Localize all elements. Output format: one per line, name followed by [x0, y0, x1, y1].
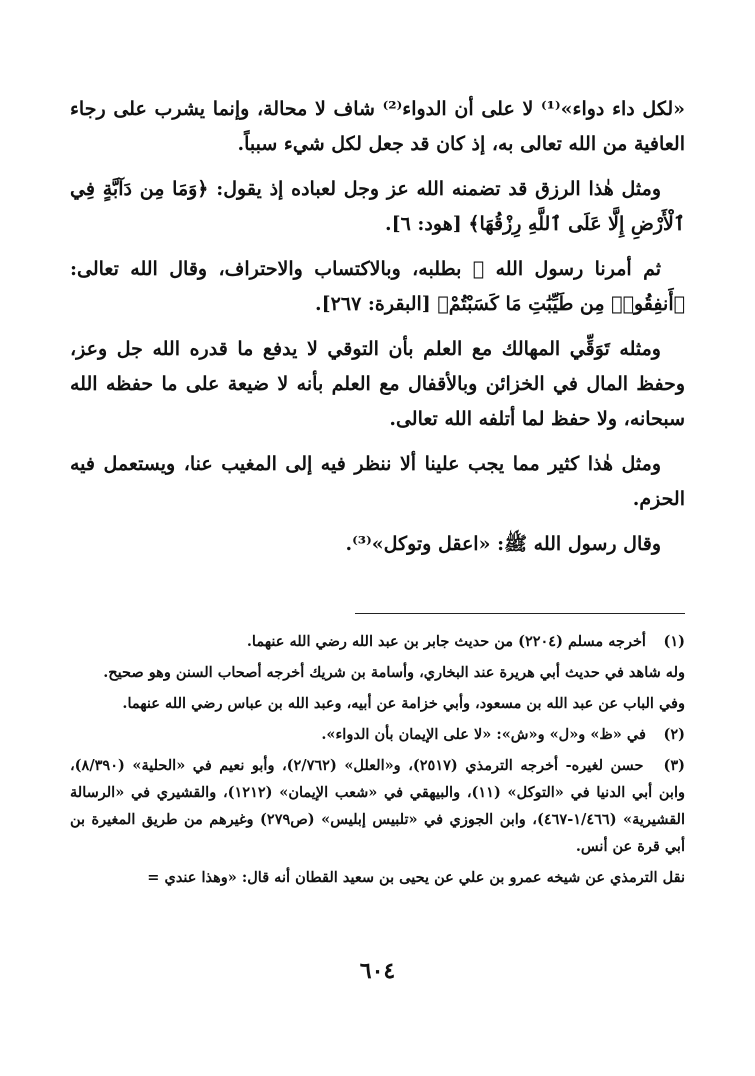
- main-text: [70, 92, 685, 572]
- paragraph-2: ومثل هٰذا الرزق قد تضمنه الله عز وجل لعباده إذ يقول: ﴿وَمَا مِن دَآبَّةٍ فِي ٱلْأَرْضِ إِلَّا عَلَى ٱللَّهِ رِزْقُهَا﴾ [هود: ٦].: [70, 178, 685, 235]
- paragraph-6: وقال رسول الله ﷺ: «اعقل وتوكل»⁽³⁾.: [345, 533, 661, 555]
- footnote-1-detail: وله شاهد في حديث أبي هريرة عند البخاري، وأسامة بن شريك أخرجه أصحاب السنن وهو صحيح.: [103, 664, 685, 681]
- footnotes: [70, 628, 685, 895]
- paragraph-3: ثم أمرنا رسول الله ﷺ بطلبه، وبالاكتساب والاحتراف، وقال الله تعالى: ﴿أَنفِقُوا۟ مِن طَيِّبَٰتِ مَا كَسَبْتُمْ﴾ [البقرة: ٢٦٧].: [70, 258, 685, 315]
- footnote-1: [70, 628, 685, 655]
- footnote-text: حسن لغيره- أخرجه الترمذي (٢٥١٧)، و«العلل» (٢/٧٦٢)، وأبو نعيم في «الحلية» (٨/٣٩٠)، وابن أبي الدنيا في «التوكل» (١١)، والبيهقي في «شعب الإيمان» (١٢١٢)، والقشيري في «الرسالة القشيرية» (١/٤٦٦-٤٦٧)، وابن الجوزي في «تلبيس إبليس» (ص٢٧٩) وغيرهم من طريق المغيرة بن أبي قرة عن أنس.: [70, 757, 685, 855]
- footnote-number: (٢): [663, 726, 685, 743]
- footnote-3-continued: نقل الترمذي عن شيخه عمرو بن علي عن يحيى بن سعيد القطان أنه قال: «وهذا عندي =: [147, 869, 685, 886]
- footnote-number: (٣): [663, 757, 685, 774]
- footnote-text: في «ظ» و«ل» و«ش»: «لا على الإيمان بأن الدواء».: [321, 726, 646, 743]
- paragraph-1: «لكل داء دواء»⁽¹⁾ لا على أن الدواء⁽²⁾ شاف لا محالة، وإنما يشرب على رجاء العافية من الله تعالى به، إذ كان قد جعل لكل شيء سبباً.: [70, 98, 685, 155]
- page-number: ٦٠٤: [359, 958, 396, 984]
- footnote-2: [70, 721, 685, 748]
- footnote-divider: [355, 613, 685, 614]
- paragraph-4: ومثله تَوَقِّي المهالك مع العلم بأن التوقي لا يدفع ما قدره الله جل وعز، وحفظ المال في الخزائن وبالأقفال مع العلم بأنه لا ضيعة على ما حفظه الله سبحانه، ولا حفظ لما أتلفه الله تعالى.: [70, 338, 685, 430]
- paragraph-5: ومثل هٰذا كثير مما يجب علينا ألا ننظر فيه إلى المغيب عنا، ويستعمل فيه الحزم.: [70, 453, 685, 510]
- footnote-number: (١): [663, 633, 685, 650]
- footnote-1-more: وفي الباب عن عبد الله بن مسعود، وأبي خزامة عن أبيه، وعبد الله بن عباس رضي الله عنهما.: [122, 695, 685, 712]
- footnote-3: [70, 752, 685, 860]
- footnote-text: أخرجه مسلم (٢٢٠٤) من حديث جابر بن عبد الله رضي الله عنهما.: [246, 633, 646, 650]
